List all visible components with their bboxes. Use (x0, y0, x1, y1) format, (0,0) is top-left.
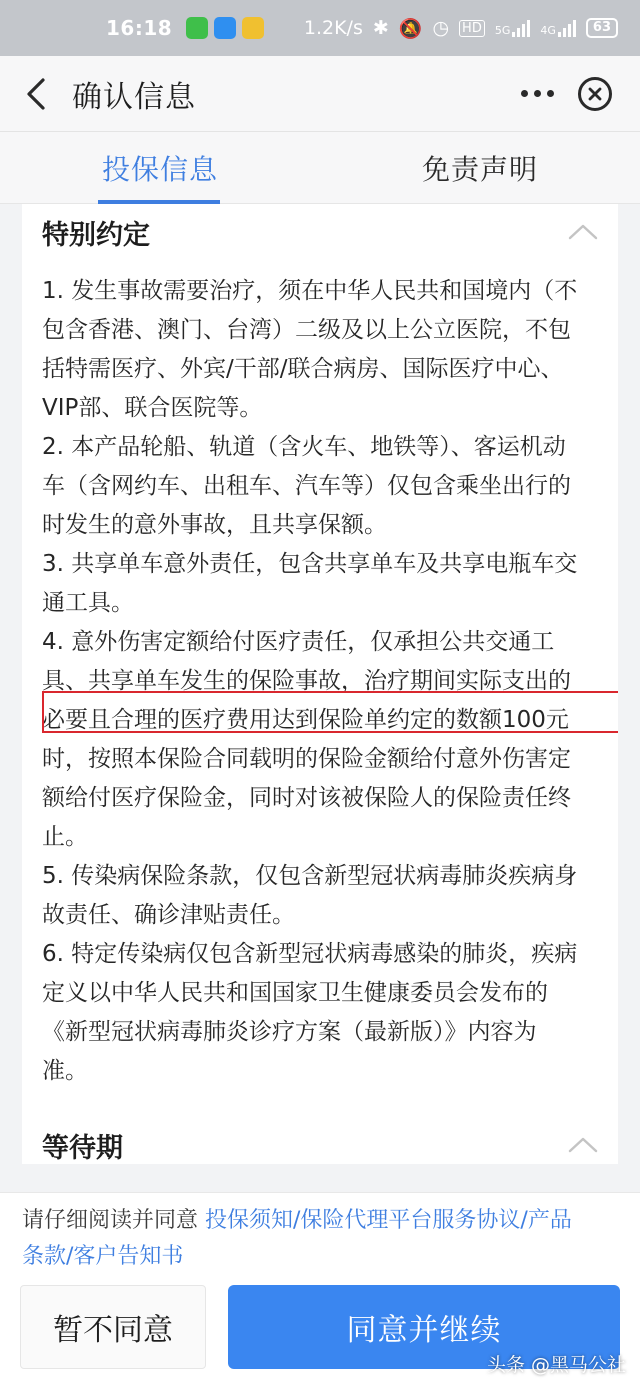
net-4g-label: 4G (540, 24, 556, 37)
clause-5 (42, 857, 598, 935)
clause-line: 1. 发生事故需要治疗，须在中华人民共和国境内（不 (42, 278, 578, 304)
tab-disclaimer[interactable]: 免责声明 (421, 153, 538, 186)
back-button[interactable] (6, 56, 66, 132)
clause-line: 时，按照本保险合同载明的保险金额给付意外伤害定 (42, 746, 571, 772)
tab-insurance-info[interactable]: 投保信息 (0, 132, 320, 204)
bluetooth-icon: ✱ (372, 17, 389, 39)
tab-bar (0, 132, 640, 204)
agreement-links[interactable]: 投保须知/保险代理平台服务协议/产品 (205, 1208, 572, 1233)
clause-line: 准。 (42, 1058, 88, 1084)
chevron-left-icon (25, 77, 47, 111)
agreement-prefix: 请仔细阅读并同意 (22, 1208, 205, 1233)
bottom-panel (0, 1192, 640, 1387)
clause-line: 定义以中华人民共和国国家卫生健康委员会发布的 (42, 980, 548, 1006)
page-title: 确认信息 (72, 79, 196, 115)
clause-line: 2. 本产品轮船、轨道（含火车、地铁等）、客运机动 (42, 434, 566, 460)
more-dot-icon (547, 90, 554, 97)
clause-line: 车（含网约车、出租车、汽车等）仅包含乘坐出行的 (42, 473, 571, 499)
more-button[interactable] (521, 90, 554, 97)
status-time: 16:18 (106, 16, 173, 40)
notification-icons (186, 17, 264, 39)
clause-3 (42, 545, 598, 623)
clause-line: 通工具。 (42, 590, 134, 616)
agreement-text (0, 1193, 640, 1275)
agree-continue-button[interactable]: 同意并继续 (228, 1285, 620, 1369)
network-speed: 1.2K/s (303, 17, 363, 39)
chevron-up-icon[interactable] (568, 1137, 598, 1153)
clause-line: 3. 共享单车意外责任，包含共享单车及共享电瓶车交 (42, 551, 578, 577)
signal-5g-icon (512, 19, 530, 37)
alarm-icon: ◷ (432, 17, 450, 39)
signal-4g (540, 19, 576, 37)
agreement-links-cont[interactable]: 条款/客户告知书 (22, 1244, 184, 1269)
content-card (22, 204, 618, 1164)
clause-line: 括特需医疗、外宾/干部/联合病房、国际医疗中心、 (42, 356, 564, 382)
clause-line: 具、共享单车发生的保险事故，治疗期间实际支出的 (42, 668, 571, 694)
clause-6 (42, 935, 598, 1091)
clause-line: 额给付医疗保险金，同时对该被保险人的保险责任终 (42, 785, 571, 811)
clause-line: 6. 特定传染病仅包含新型冠状病毒感染的肺炎，疾病 (42, 941, 578, 967)
hd-icon: HD (459, 20, 485, 37)
clause-line: 止。 (42, 824, 88, 850)
chevron-up-icon[interactable] (568, 224, 598, 240)
section-header-special-terms[interactable] (22, 204, 618, 260)
signal-4g-icon (558, 19, 576, 37)
clause-line: 故责任、确诊津贴责任。 (42, 902, 295, 928)
clause-line-highlighted: 必要且合理的医疗费用达到保险单约定的数额100元 (42, 707, 569, 733)
mute-icon: 🔕 (398, 17, 423, 40)
clause-line: 《新型冠状病毒肺炎诊疗方案（最新版）》内容为 (42, 1019, 537, 1045)
clause-line: 4. 意外伤害定额给付医疗责任，仅承担公共交通工 (42, 629, 555, 655)
section-title: 特别约定 (42, 219, 150, 251)
close-button[interactable] (578, 77, 612, 111)
special-terms-body (22, 260, 618, 1091)
section-header-waiting-period[interactable] (22, 1117, 618, 1164)
section-title: 等待期 (42, 1132, 123, 1164)
battery-icon: 63 (586, 18, 618, 38)
status-bar (0, 0, 640, 56)
more-dot-icon (534, 90, 541, 97)
more-dot-icon (521, 90, 528, 97)
net-5g-label: 5G (494, 24, 511, 37)
close-icon (588, 87, 602, 101)
clause-line: 包含香港、澳门、台湾）二级及以上公立医院，不包 (42, 317, 571, 343)
nav-bar (0, 56, 640, 132)
clause-2 (42, 428, 598, 545)
signal-5g (495, 19, 531, 37)
wechat-icon (186, 17, 208, 39)
watermark: 头条 @黑马公社 (486, 1354, 626, 1376)
app-location-icon (242, 17, 264, 39)
app-arrow-icon (214, 17, 236, 39)
clause-line: 5. 传染病保险条款，仅包含新型冠状病毒肺炎疾病身 (42, 863, 578, 889)
status-right (304, 17, 618, 40)
clause-line: VIP部、联合医院等。 (42, 395, 263, 421)
disagree-button[interactable]: 暂不同意 (20, 1285, 206, 1369)
clause-4 (42, 623, 598, 857)
clause-1 (42, 272, 598, 428)
clause-line: 时发生的意外事故，且共享保额。 (42, 512, 387, 538)
